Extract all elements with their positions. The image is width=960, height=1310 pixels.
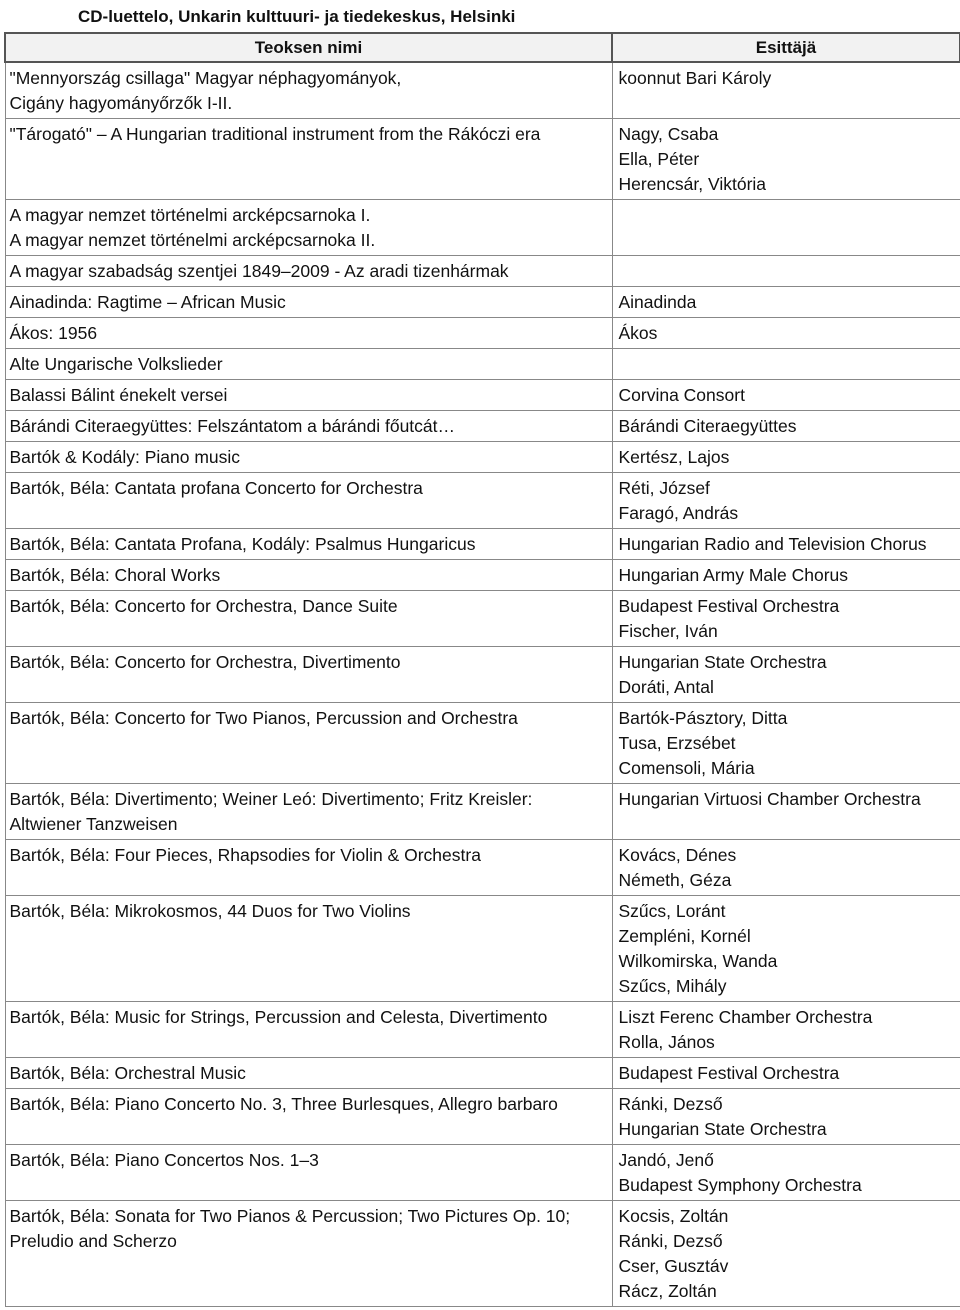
table-row xyxy=(5,784,960,840)
performer-cell: koonnut Bari Károly xyxy=(612,62,960,119)
table-row xyxy=(5,703,960,784)
table-row xyxy=(5,560,960,591)
table-row xyxy=(5,840,960,896)
performer-cell: Ákos xyxy=(612,318,960,349)
table-row xyxy=(5,411,960,442)
performer-cell: Jandó, Jenő Budapest Symphony Orchestra xyxy=(612,1145,960,1201)
work-cell: Bárándi Citeraegyüttes: Felszántatom a bárándi főutcát… xyxy=(5,411,612,442)
table-row xyxy=(5,256,960,287)
performer-cell: Nagy, Csaba Ella, Péter Herencsár, Viktória xyxy=(612,119,960,200)
performer-cell: Hungarian Army Male Chorus xyxy=(612,560,960,591)
table-row xyxy=(5,380,960,411)
work-cell: A magyar szabadság szentjei 1849–2009 - Az aradi tizenhármak xyxy=(5,256,612,287)
table-row xyxy=(5,1002,960,1058)
table-row xyxy=(5,1089,960,1145)
work-cell: Bartók, Béla: Piano Concerto No. 3, Three Burlesques, Allegro barbaro xyxy=(5,1089,612,1145)
performer-cell xyxy=(612,200,960,256)
work-cell: Balassi Bálint énekelt versei xyxy=(5,380,612,411)
cd-catalog-table xyxy=(4,32,960,1307)
performer-cell: Corvina Consort xyxy=(612,380,960,411)
work-cell: Bartók, Béla: Piano Concertos Nos. 1–3 xyxy=(5,1145,612,1201)
performer-cell: Hungarian Virtuosi Chamber Orchestra xyxy=(612,784,960,840)
performer-cell: Szűcs, Loránt Zempléni, Kornél Wilkomirska, Wanda Szűcs, Mihály xyxy=(612,896,960,1002)
table-row xyxy=(5,896,960,1002)
performer-cell: Bárándi Citeraegyüttes xyxy=(612,411,960,442)
performer-cell: Kocsis, Zoltán Ránki, Dezső Cser, Gusztáv Rácz, Zoltán xyxy=(612,1201,960,1307)
work-cell: Bartók & Kodály: Piano music xyxy=(5,442,612,473)
table-row xyxy=(5,200,960,256)
work-cell: Bartók, Béla: Concerto for Two Pianos, Percussion and Orchestra xyxy=(5,703,612,784)
performer-cell: Liszt Ferenc Chamber Orchestra Rolla, János xyxy=(612,1002,960,1058)
work-cell: Bartók, Béla: Cantata profana Concerto for Orchestra xyxy=(5,473,612,529)
table-header-row xyxy=(5,33,960,62)
performer-cell: Hungarian State Orchestra Doráti, Antal xyxy=(612,647,960,703)
work-cell: Bartók, Béla: Cantata Profana, Kodály: Psalmus Hungaricus xyxy=(5,529,612,560)
work-cell: Bartók, Béla: Concerto for Orchestra, Dance Suite xyxy=(5,591,612,647)
work-cell: "Mennyország csillaga" Magyar néphagyományok, Cigány hagyományőrzők I-II. xyxy=(5,62,612,119)
performer-cell: Kertész, Lajos xyxy=(612,442,960,473)
performer-cell: Hungarian Radio and Television Chorus xyxy=(612,529,960,560)
table-row xyxy=(5,647,960,703)
work-cell: Bartók, Béla: Music for Strings, Percussion and Celesta, Divertimento xyxy=(5,1002,612,1058)
performer-column-header: Esittäjä xyxy=(612,33,960,62)
table-row xyxy=(5,1201,960,1307)
performer-cell: Budapest Festival Orchestra xyxy=(612,1058,960,1089)
table-row xyxy=(5,119,960,200)
work-cell: Bartók, Béla: Concerto for Orchestra, Divertimento xyxy=(5,647,612,703)
work-cell: Bartók, Béla: Four Pieces, Rhapsodies for Violin & Orchestra xyxy=(5,840,612,896)
table-row xyxy=(5,529,960,560)
performer-cell: Kovács, Dénes Németh, Géza xyxy=(612,840,960,896)
work-cell: Bartók, Béla: Choral Works xyxy=(5,560,612,591)
document-title: CD-luettelo, Unkarin kulttuuri- ja tiedekeskus, Helsinki xyxy=(78,7,516,26)
table-row xyxy=(5,318,960,349)
table-row xyxy=(5,1058,960,1089)
work-cell: Ainadinda: Ragtime – African Music xyxy=(5,287,612,318)
work-column-header: Teoksen nimi xyxy=(5,33,612,62)
work-cell: "Tárogató" – A Hungarian traditional instrument from the Rákóczi era xyxy=(5,119,612,200)
performer-cell: Ránki, Dezső Hungarian State Orchestra xyxy=(612,1089,960,1145)
table-row xyxy=(5,591,960,647)
work-cell: Ákos: 1956 xyxy=(5,318,612,349)
work-cell: A magyar nemzet történelmi arcképcsarnoka I. A magyar nemzet történelmi arcképcsarnoka II. xyxy=(5,200,612,256)
work-cell: Bartók, Béla: Mikrokosmos, 44 Duos for Two Violins xyxy=(5,896,612,1002)
work-cell: Bartók, Béla: Sonata for Two Pianos & Percussion; Two Pictures Op. 10; Preludio and Scherzo xyxy=(5,1201,612,1307)
performer-cell: Réti, József Faragó, András xyxy=(612,473,960,529)
work-cell: Bartók, Béla: Divertimento; Weiner Leó: Divertimento; Fritz Kreisler: Altwiener Tanzweisen xyxy=(5,784,612,840)
table-row xyxy=(5,1145,960,1201)
table-row xyxy=(5,62,960,119)
table-row xyxy=(5,473,960,529)
performer-cell: Bartók-Pásztory, Ditta Tusa, Erzsébet Comensoli, Mária xyxy=(612,703,960,784)
performer-cell xyxy=(612,349,960,380)
table-row xyxy=(5,287,960,318)
work-cell: Bartók, Béla: Orchestral Music xyxy=(5,1058,612,1089)
performer-cell: Budapest Festival Orchestra Fischer, Iván xyxy=(612,591,960,647)
table-row xyxy=(5,442,960,473)
work-cell: Alte Ungarische Volkslieder xyxy=(5,349,612,380)
performer-cell: Ainadinda xyxy=(612,287,960,318)
performer-cell xyxy=(612,256,960,287)
table-row xyxy=(5,349,960,380)
